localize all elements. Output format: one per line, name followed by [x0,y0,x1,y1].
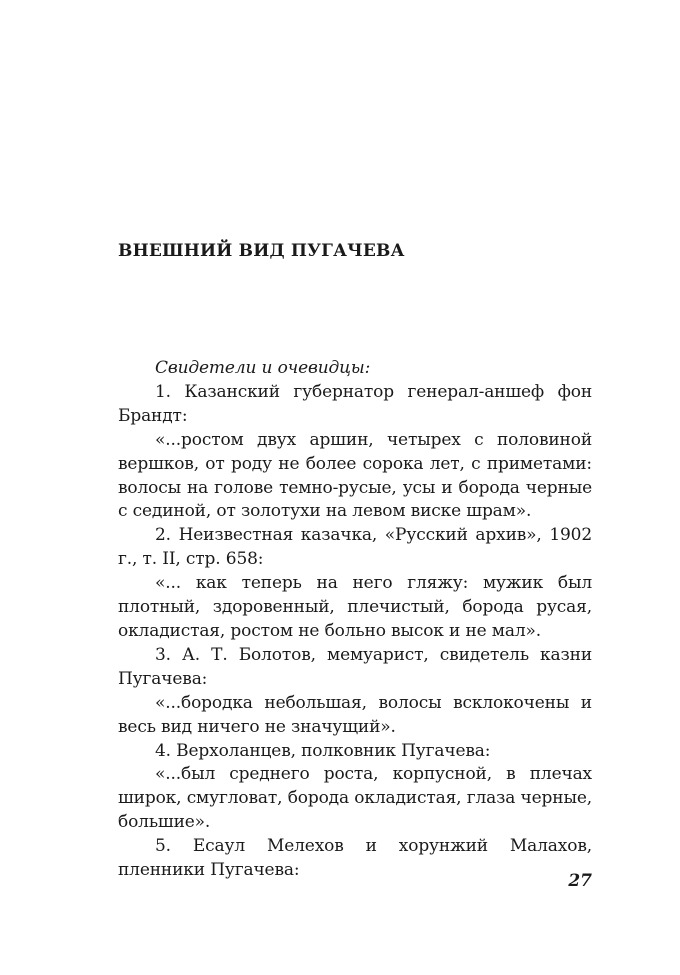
paragraph-witness-2: 2. Неизвестная казачка, «Русский архив», 1902 г., т. II, стр. 658: [118,525,592,570]
paragraph-witness-4: 4. Верхоланцев, полковник Пугачева: [155,740,491,761]
paragraph-quote-1: «...ростом двух аршин, четырех с половиной вершков, от роду не более сорока лет, с приметами: волосы на голове темно-русые, усы и борода черные с сединой, от золотухи на левом виске шрам». [118,429,592,522]
paragraph-witness-3: 3. А. Т. Болотов, мемуарист, свидетель казни Пугачева: [118,644,592,689]
paragraph-quote-3: «...бородка небольшая, волосы всклокочены и весь вид ничего не значущий». [118,692,592,737]
chapter-body [118,357,592,883]
chapter-heading: ВНЕШНИЙ ВИД ПУГАЧЕВА [118,241,405,261]
paragraph-intro: Свидетели и очевидцы: [155,358,371,378]
paragraph-witness-5: 5. Есаул Мелехов и хорунжий Малахов, пленники Пугачева: [118,836,592,881]
paragraph-witness-1: 1. Казанский губернатор генерал-аншеф фон Брандт: [118,381,592,426]
paragraph-quote-4: «...был среднего роста, корпусной, в плечах широк, смугловат, борода окладистая, глаза черные, большие». [118,764,592,833]
paragraph-quote-2: «... как теперь на него гляжу: мужик был плотный, здоровенный, плечистый, борода русая, окладистая, ростом не больно высок и не мал». [118,573,592,641]
page-number: 27 [568,871,592,891]
